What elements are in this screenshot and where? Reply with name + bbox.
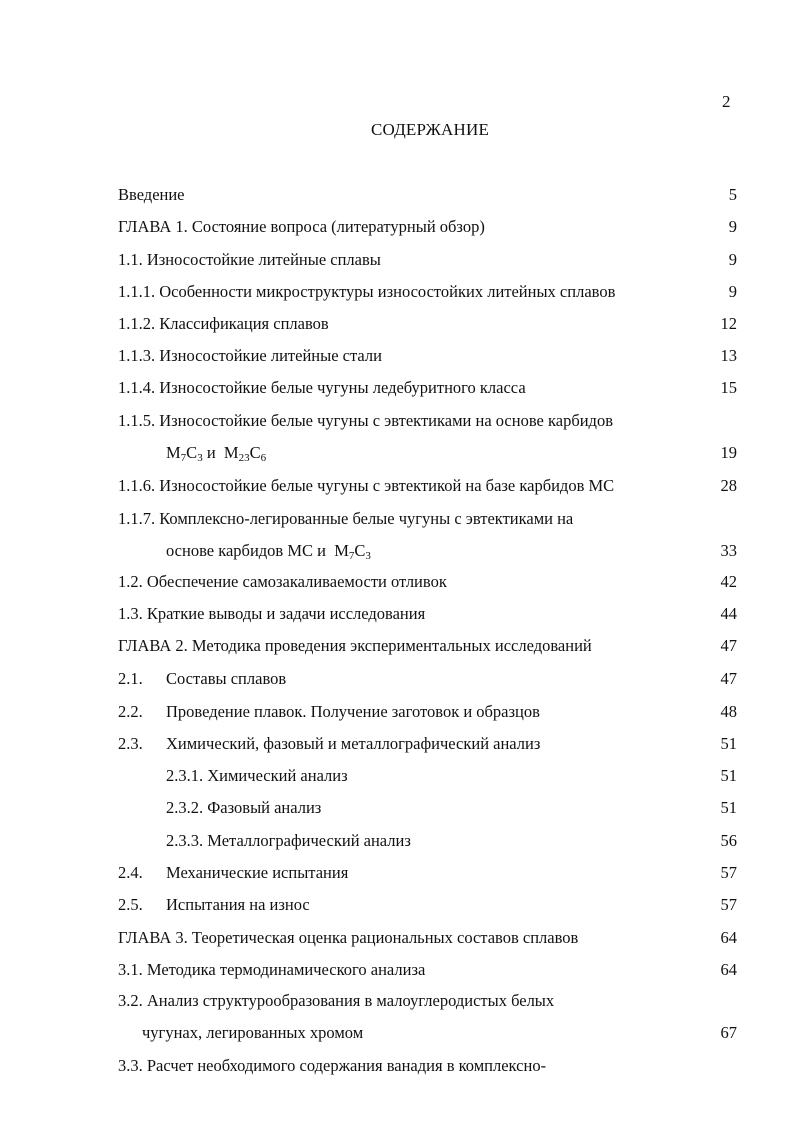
toc-entry bbox=[166, 764, 740, 788]
toc-entry-page: 5 bbox=[728, 185, 737, 204]
toc-entry-page: 57 bbox=[720, 863, 737, 882]
toc-entry-text: 1.1. Износостойкие литейные сплавы bbox=[118, 250, 381, 269]
toc-entry-text: Химический, фазовый и металлографический анализ bbox=[166, 734, 541, 753]
toc-entry-text: 2.3.3. Металлографический анализ bbox=[166, 831, 411, 850]
toc-entry-page: 19 bbox=[720, 443, 737, 462]
toc-entry-page: 42 bbox=[720, 572, 737, 591]
toc-entry-text: основе карбидов МС и $M_7C_3$ bbox=[166, 541, 371, 562]
toc-entry bbox=[118, 409, 740, 433]
toc-entry-text: 3.3. Расчет необходимого содержания ванадия в комплексно- bbox=[118, 1056, 547, 1075]
toc-entry bbox=[142, 1021, 740, 1045]
toc-entry-page: 64 bbox=[720, 928, 737, 947]
toc-entry bbox=[166, 539, 740, 563]
toc-entry bbox=[118, 215, 740, 239]
toc-entry-text: Составы сплавов bbox=[166, 669, 287, 688]
toc-entry-text: 2.3.1. Химический анализ bbox=[166, 766, 348, 785]
toc-entry bbox=[118, 344, 740, 368]
toc-entry-text: 1.1.6. Износостойкие белые чугуны с эвтектикой на базе карбидов МС bbox=[118, 476, 615, 495]
toc-entry-page: 33 bbox=[720, 541, 737, 560]
toc-entry-text: 1.1.5. Износостойкие белые чугуны с эвтектиками на основе карбидов bbox=[118, 411, 613, 430]
toc-entry-page: 64 bbox=[720, 960, 737, 979]
toc-entry-formula: $M_7C_3$ и $M_{23}C_6$ bbox=[166, 443, 267, 464]
toc-entry-text: Введение bbox=[118, 185, 185, 204]
toc-entry-number: 2.5. bbox=[118, 895, 143, 914]
toc-entry bbox=[118, 312, 740, 336]
toc-entry-text: чугунах, легированных хромом bbox=[142, 1023, 364, 1042]
page-title: СОДЕРЖАНИЕ bbox=[370, 120, 490, 139]
toc-entry bbox=[118, 507, 740, 531]
toc-entry bbox=[118, 893, 740, 917]
toc-entry bbox=[118, 280, 740, 304]
toc-entry-text: 1.1.4. Износостойкие белые чугуны ледебуритного класса bbox=[118, 378, 526, 397]
toc-entry-page: 9 bbox=[728, 282, 737, 301]
toc-entry-page: 56 bbox=[720, 831, 737, 850]
toc-entry bbox=[118, 183, 740, 207]
toc-entry-text: Испытания на износ bbox=[166, 895, 310, 914]
toc-entry-page: 47 bbox=[720, 669, 737, 688]
toc-entry bbox=[118, 958, 740, 982]
toc-entry-page: 48 bbox=[720, 702, 737, 721]
toc-entry-page: 28 bbox=[720, 476, 737, 495]
toc-entry bbox=[166, 829, 740, 853]
page-number: 2 bbox=[722, 92, 731, 111]
toc-entry bbox=[118, 634, 740, 658]
toc-entry bbox=[118, 732, 740, 756]
toc-entry-page: 51 bbox=[720, 766, 737, 785]
toc-entry-text: 1.3. Краткие выводы и задачи исследования bbox=[118, 604, 426, 623]
toc-entry-text: 1.1.7. Комплексно-легированные белые чугуны с эвтектиками на bbox=[118, 509, 574, 528]
toc-entry bbox=[118, 861, 740, 885]
toc-entry bbox=[118, 1054, 740, 1078]
toc-entry-text: 3.2. Анализ структурообразования в малоуглеродистых белых bbox=[118, 991, 555, 1010]
toc-entry-text: 1.2. Обеспечение самозакаливаемости отливок bbox=[118, 572, 447, 591]
toc-entry bbox=[118, 376, 740, 400]
toc-entry-number: 2.4. bbox=[118, 863, 143, 882]
toc-entry bbox=[118, 700, 740, 724]
toc-entry bbox=[118, 248, 740, 272]
toc-entry-text: ГЛАВА 2. Методика проведения экспериментальных исследований bbox=[118, 636, 592, 655]
toc-entry-page: 57 bbox=[720, 895, 737, 914]
toc-entry-page: 51 bbox=[720, 734, 737, 753]
toc-entry-page: 15 bbox=[720, 378, 737, 397]
toc-entry-number: 2.2. bbox=[118, 702, 143, 721]
toc-entry-text: 2.3.2. Фазовый анализ bbox=[166, 798, 322, 817]
toc-entry bbox=[118, 474, 740, 498]
toc-entry-page: 9 bbox=[728, 217, 737, 236]
toc-entry-text: ГЛАВА 1. Состояние вопроса (литературный обзор) bbox=[118, 217, 485, 236]
toc-entry-text: 1.1.3. Износостойкие литейные стали bbox=[118, 346, 382, 365]
toc-entry-text: 1.1.2. Классификация сплавов bbox=[118, 314, 329, 333]
toc-entry bbox=[118, 667, 740, 691]
toc-entry-page: 47 bbox=[720, 636, 737, 655]
toc-entry-text: Проведение плавок. Получение заготовок и образцов bbox=[166, 702, 540, 721]
toc-entry bbox=[118, 989, 740, 1013]
toc-entry-page: 67 bbox=[720, 1023, 737, 1042]
toc-entry bbox=[118, 602, 740, 626]
toc-entry bbox=[166, 796, 740, 820]
toc-entry-number: 2.3. bbox=[118, 734, 143, 753]
toc-entry bbox=[166, 441, 740, 465]
toc-entry-text: 1.1.1. Особенности микроструктуры износостойких литейных сплавов bbox=[118, 282, 616, 301]
toc-entry bbox=[118, 926, 740, 950]
toc-entry-number: 2.1. bbox=[118, 669, 143, 688]
toc-entry-text: ГЛАВА 3. Теоретическая оценка рациональных составов сплавов bbox=[118, 928, 579, 947]
toc-entry-text: Механические испытания bbox=[166, 863, 349, 882]
toc-entry-page: 13 bbox=[720, 346, 737, 365]
toc-entry bbox=[118, 570, 740, 594]
toc-entry-page: 9 bbox=[728, 250, 737, 269]
toc-entry-text: 3.1. Методика термодинамического анализа bbox=[118, 960, 426, 979]
toc-entry-page: 12 bbox=[720, 314, 737, 333]
toc-entry-page: 44 bbox=[720, 604, 737, 623]
toc-entry-page: 51 bbox=[720, 798, 737, 817]
